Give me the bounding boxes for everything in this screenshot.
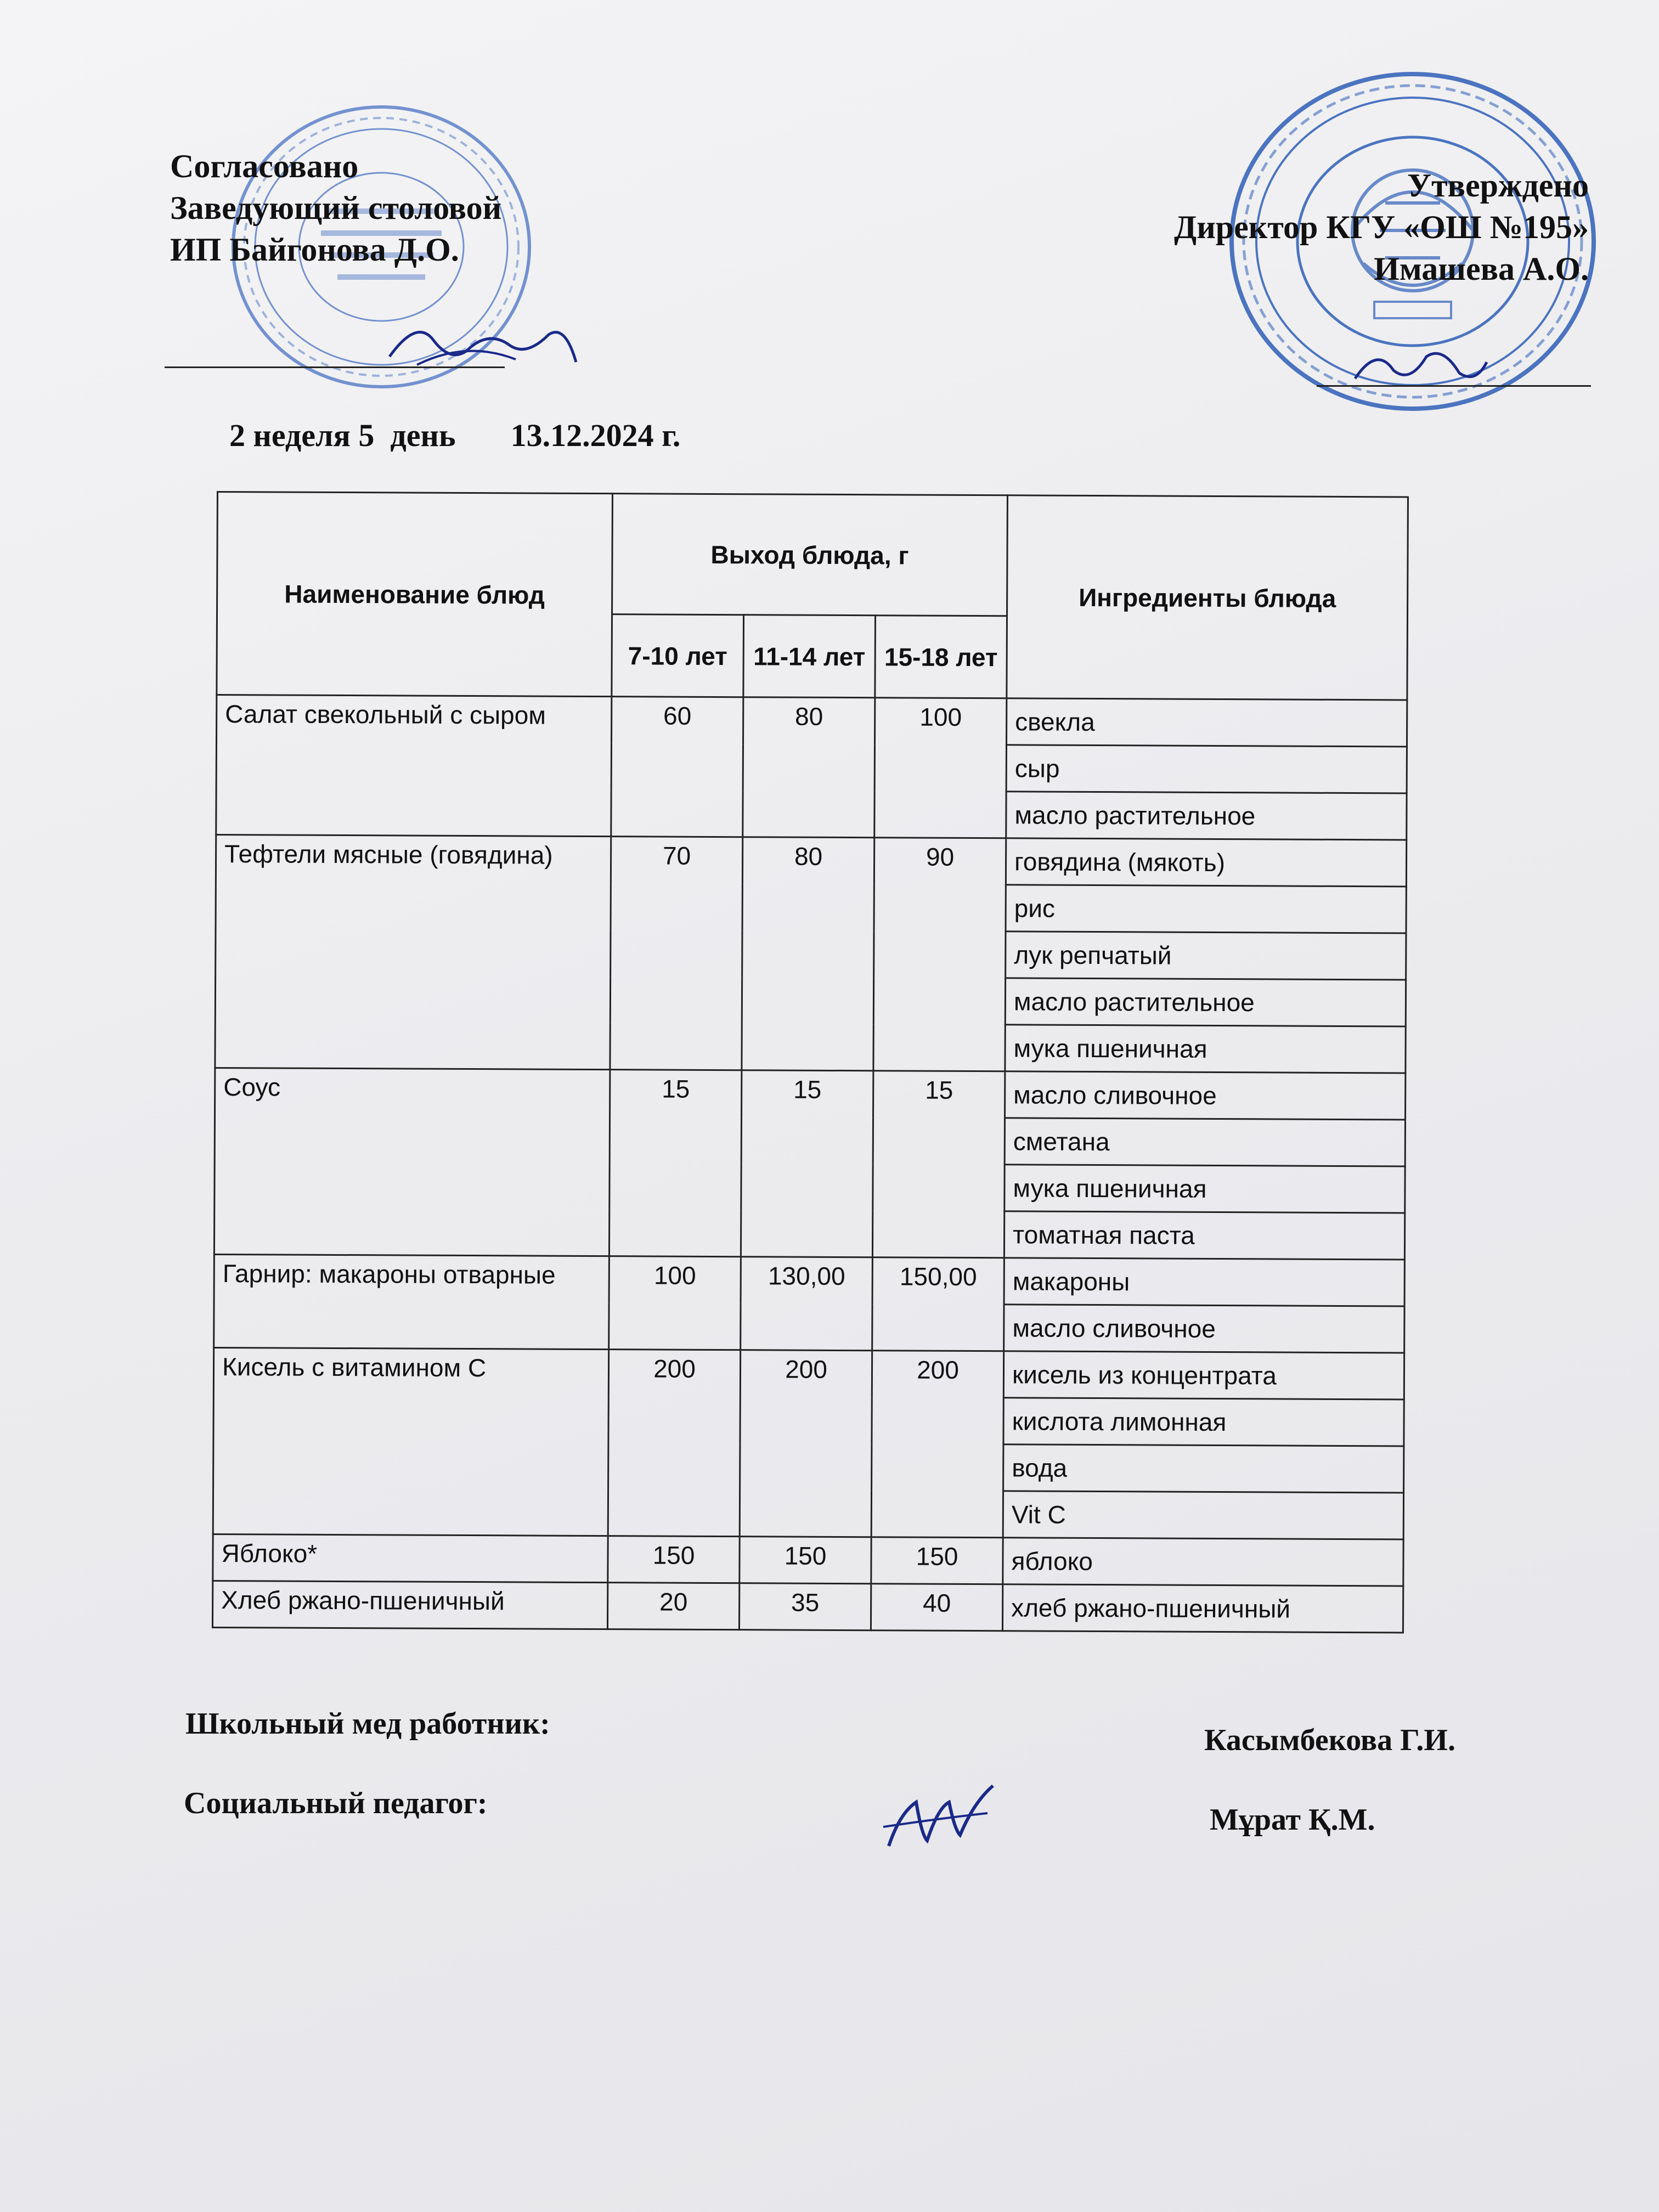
ingredient: кислота лимонная — [1003, 1398, 1404, 1446]
portion-value: 100 — [609, 1256, 741, 1350]
table-row — [213, 1534, 1403, 1585]
table-row — [216, 835, 1406, 887]
portion-value: 200 — [740, 1350, 872, 1537]
ingredient: вода — [1003, 1444, 1404, 1493]
col-header-ingredients: Ингредиенты блюда — [1007, 495, 1408, 700]
menu-table-body — [212, 695, 1407, 1633]
portion-value: 15 — [609, 1070, 741, 1257]
portion-value: 150,00 — [872, 1257, 1005, 1351]
signature-line-left — [165, 366, 505, 368]
ingredient: макароны — [1004, 1258, 1404, 1306]
ingredient: сметана — [1005, 1118, 1405, 1166]
portion-value: 40 — [871, 1584, 1002, 1631]
portion-value: 130,00 — [741, 1257, 873, 1351]
portion-value: 80 — [743, 697, 875, 838]
col-header-output: Выход блюда, г — [612, 494, 1008, 616]
portion-value: 150 — [871, 1537, 1003, 1584]
ingredient: говядина (мякоть) — [1006, 838, 1406, 887]
ingredient: яблоко — [1003, 1538, 1403, 1586]
week-day: 2 неделя 5 день — [229, 417, 456, 453]
ingredient: лук репчатый — [1006, 932, 1406, 980]
approval-block-right — [1174, 165, 1589, 290]
social-pedagogue-signature — [878, 1780, 998, 1860]
portion-value: 150 — [740, 1537, 871, 1584]
approval-left-title: Согласовано — [170, 148, 359, 184]
menu-day-line — [229, 417, 680, 454]
menu-table — [212, 491, 1409, 1633]
signature-line-right — [1317, 385, 1591, 387]
approval-right-position: Директор КГУ «ОШ №195» — [1173, 209, 1589, 245]
approval-block-left — [170, 145, 501, 270]
portion-value: 15 — [872, 1071, 1005, 1258]
social-pedagogue-name: Мұрат Қ.М. — [1210, 1803, 1375, 1837]
dish-name: Соус — [214, 1068, 610, 1256]
med-worker-name: Касымбекова Г.И. — [1204, 1723, 1455, 1757]
portion-value: 150 — [608, 1536, 740, 1583]
age-group-header: 15-18 лет — [875, 616, 1007, 698]
age-group-header: 11-14 лет — [743, 615, 876, 698]
menu-date: 13.12.2024 г. — [510, 417, 681, 453]
table-row — [215, 1068, 1406, 1119]
ingredient: хлеб ржано-пшеничный — [1002, 1584, 1403, 1633]
portion-value: 100 — [874, 698, 1007, 838]
col-header-dish: Наименование блюд — [217, 492, 613, 697]
portion-value: 60 — [611, 697, 743, 837]
ingredient: свекла — [1007, 698, 1407, 747]
approval-left-position: Заведующий столовой — [170, 190, 502, 226]
table-row — [213, 1347, 1404, 1399]
approval-right-title: Утверждено — [1407, 167, 1589, 204]
portion-value: 20 — [607, 1583, 739, 1630]
ingredient: кисель из концентрата — [1003, 1351, 1404, 1400]
right-signature — [1350, 340, 1492, 390]
dish-name: Салат свекольный с сыром — [216, 695, 612, 837]
med-worker-label: Школьный мед работник: — [185, 1707, 550, 1741]
ingredient: масло растительное — [1006, 792, 1407, 840]
portion-value: 200 — [608, 1350, 740, 1537]
dish-name: Хлеб ржано-пшеничный — [212, 1581, 607, 1629]
portion-value: 70 — [610, 837, 743, 1070]
ingredient: рис — [1006, 885, 1406, 933]
dish-name: Яблоко* — [213, 1534, 608, 1582]
ingredient: мука пшеничная — [1005, 1165, 1405, 1213]
portion-value: 90 — [873, 838, 1006, 1071]
portion-value: 15 — [741, 1070, 873, 1257]
approval-right-name: Имашева А.О. — [1374, 251, 1589, 287]
ingredient: мука пшеничная — [1005, 1025, 1406, 1073]
dish-name: Кисель с витамином С — [213, 1347, 608, 1536]
portion-value: 200 — [871, 1351, 1004, 1538]
ingredient: масло растительное — [1005, 978, 1406, 1026]
dish-name: Гарнир: макароны отварные — [214, 1254, 610, 1349]
table-row — [217, 695, 1407, 747]
social-pedagogue-label: Социальный педагог: — [184, 1786, 488, 1820]
table-row — [212, 1581, 1403, 1632]
age-group-header: 7-10 лет — [612, 614, 744, 697]
approval-left-name: ИП Байгонова Д.О. — [170, 232, 459, 268]
ingredient: Vit C — [1003, 1491, 1403, 1539]
left-signature — [384, 307, 582, 373]
ingredient: масло сливочное — [1005, 1071, 1406, 1120]
portion-value: 80 — [742, 837, 874, 1071]
ingredient: масло сливочное — [1004, 1305, 1404, 1353]
ingredient: томатная паста — [1004, 1211, 1404, 1260]
ingredient: сыр — [1006, 745, 1407, 793]
dish-name: Тефтели мясные (говядина) — [215, 835, 611, 1070]
portion-value: 35 — [739, 1583, 871, 1630]
table-row — [214, 1254, 1404, 1306]
